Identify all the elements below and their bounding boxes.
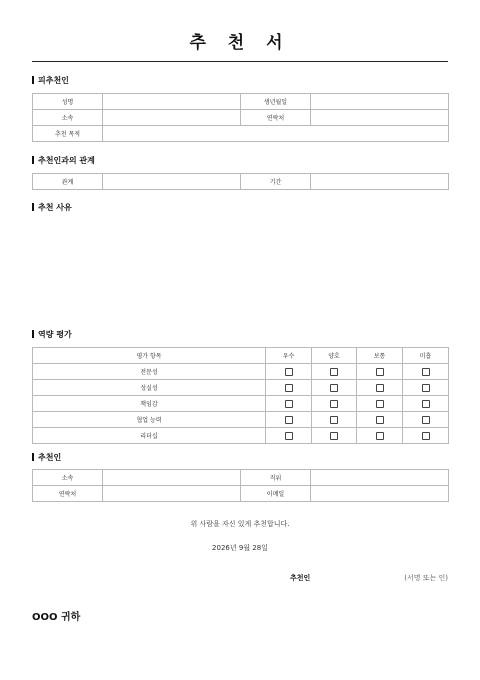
checkbox-average[interactable] bbox=[376, 432, 384, 440]
table-row bbox=[33, 364, 449, 380]
checkbox-poor[interactable] bbox=[422, 400, 430, 408]
section-recommendee-heading bbox=[32, 74, 69, 86]
position-field[interactable] bbox=[311, 470, 449, 486]
section-evaluation-heading bbox=[32, 328, 72, 340]
birth-label: 생년월일 bbox=[241, 94, 311, 110]
header-excellent: 우수 bbox=[266, 348, 312, 364]
header-average: 보통 bbox=[357, 348, 403, 364]
checkbox-excellent[interactable] bbox=[285, 432, 293, 440]
eval-item-label: 리더십 bbox=[33, 428, 266, 444]
table-row bbox=[33, 380, 449, 396]
recommender-contact-field[interactable] bbox=[103, 486, 241, 502]
table-row bbox=[33, 94, 449, 110]
table-row bbox=[33, 428, 449, 444]
name-label: 성명 bbox=[33, 94, 103, 110]
section-marker-icon bbox=[32, 156, 34, 164]
eval-item-label: 책임감 bbox=[33, 396, 266, 412]
header-good: 양호 bbox=[312, 348, 357, 364]
period-field[interactable] bbox=[311, 174, 449, 190]
checkbox-excellent[interactable] bbox=[285, 400, 293, 408]
section-relationship-title: 추천인과의 관계 bbox=[38, 155, 95, 165]
contact-label: 연락처 bbox=[241, 110, 311, 126]
checkbox-poor[interactable] bbox=[422, 384, 430, 392]
checkbox-excellent[interactable] bbox=[285, 368, 293, 376]
checkbox-good[interactable] bbox=[330, 384, 338, 392]
document-title: 추 천 서 bbox=[189, 33, 291, 53]
relationship-table bbox=[32, 173, 449, 190]
section-recommendee-title: 피추천인 bbox=[38, 75, 69, 85]
checkbox-average[interactable] bbox=[376, 400, 384, 408]
period-label: 기간 bbox=[241, 174, 311, 190]
checkbox-average[interactable] bbox=[376, 384, 384, 392]
position-label: 직위 bbox=[241, 470, 311, 486]
header-poor: 미흡 bbox=[403, 348, 449, 364]
section-marker-icon bbox=[32, 330, 34, 338]
relation-label: 관계 bbox=[33, 174, 103, 190]
checkbox-average[interactable] bbox=[376, 368, 384, 376]
table-row bbox=[33, 174, 449, 190]
section-evaluation-title: 역량 평가 bbox=[38, 329, 72, 339]
eval-item-label: 전문성 bbox=[33, 364, 266, 380]
header-item: 평가 항목 bbox=[33, 348, 266, 364]
checkbox-poor[interactable] bbox=[422, 368, 430, 376]
table-row bbox=[33, 486, 449, 502]
table-row bbox=[33, 470, 449, 486]
affiliation-field[interactable] bbox=[103, 110, 241, 126]
checkbox-good[interactable] bbox=[330, 416, 338, 424]
table-row bbox=[33, 110, 449, 126]
evaluation-table bbox=[32, 347, 449, 444]
section-marker-icon bbox=[32, 453, 34, 461]
signer-label: 추천인 bbox=[290, 574, 311, 582]
name-field[interactable] bbox=[103, 94, 241, 110]
section-reason-heading bbox=[32, 201, 72, 213]
recommendee-table bbox=[32, 93, 449, 142]
purpose-label: 추천 목적 bbox=[33, 126, 103, 142]
email-label: 이메일 bbox=[241, 486, 311, 502]
checkbox-good[interactable] bbox=[330, 368, 338, 376]
reason-textarea[interactable] bbox=[32, 218, 448, 318]
recommender-contact-label: 연락처 bbox=[33, 486, 103, 502]
section-reason-title: 추천 사유 bbox=[38, 202, 72, 212]
section-marker-icon bbox=[32, 203, 34, 211]
eval-item-label: 협업 능력 bbox=[33, 412, 266, 428]
relation-field[interactable] bbox=[103, 174, 241, 190]
table-header-row bbox=[33, 348, 449, 364]
recommender-table bbox=[32, 469, 449, 502]
checkbox-average[interactable] bbox=[376, 416, 384, 424]
eval-item-label: 성실성 bbox=[33, 380, 266, 396]
email-field[interactable] bbox=[311, 486, 449, 502]
checkbox-good[interactable] bbox=[330, 432, 338, 440]
birth-field[interactable] bbox=[311, 94, 449, 110]
checkbox-poor[interactable] bbox=[422, 432, 430, 440]
section-marker-icon bbox=[32, 76, 34, 84]
checkbox-excellent[interactable] bbox=[285, 416, 293, 424]
section-recommender-heading bbox=[32, 451, 61, 463]
title-divider bbox=[32, 61, 448, 62]
checkbox-good[interactable] bbox=[330, 400, 338, 408]
table-row bbox=[33, 126, 449, 142]
closing-date: 2026년 9월 28일 bbox=[212, 544, 268, 552]
signature-note: (서명 또는 인) bbox=[404, 574, 448, 582]
checkbox-poor[interactable] bbox=[422, 416, 430, 424]
table-row bbox=[33, 412, 449, 428]
purpose-field[interactable] bbox=[103, 126, 449, 142]
checkbox-excellent[interactable] bbox=[285, 384, 293, 392]
affiliation-label: 소속 bbox=[33, 110, 103, 126]
recommender-affiliation-field[interactable] bbox=[103, 470, 241, 486]
section-relationship-heading bbox=[32, 154, 95, 166]
contact-field[interactable] bbox=[311, 110, 449, 126]
recommender-affiliation-label: 소속 bbox=[33, 470, 103, 486]
addressee: OOO 귀하 bbox=[32, 612, 81, 623]
table-row bbox=[33, 396, 449, 412]
section-recommender-title: 추천인 bbox=[38, 452, 62, 462]
closing-statement: 위 사람을 자신 있게 추천합니다. bbox=[190, 520, 290, 528]
